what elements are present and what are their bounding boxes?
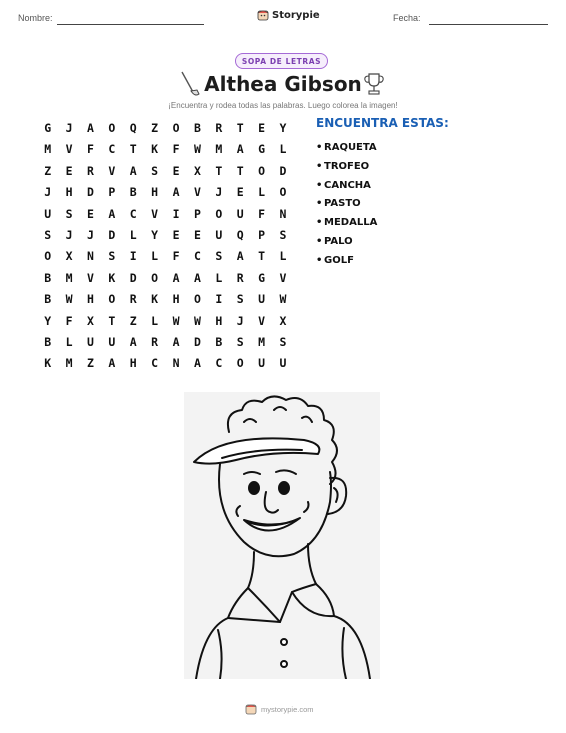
grid-cell: Q [236,227,244,242]
bullet: • [316,198,323,210]
grid-cell: B [215,334,223,349]
grid-cell: X [65,249,73,264]
grid-cell: E [87,206,94,221]
grid-cell: M [44,142,52,157]
grid-cell: U [279,356,287,371]
grid-cell: D [87,185,94,200]
word-list-item [316,177,377,196]
coloring-illustration [184,392,380,679]
grid-cell: W [65,292,73,307]
grid-cell: K [151,142,159,157]
grid-cell: T [236,163,244,178]
grid-row [37,225,297,246]
grid-cell: P [108,185,116,200]
grid-cell: G [258,270,266,285]
word-list-item [316,252,377,271]
grid-cell: S [65,206,73,221]
grid-cell: R [236,270,244,285]
grid-cell: U [44,206,52,221]
grid-cell: V [108,163,116,178]
grid-cell: F [172,142,180,157]
grid-cell: S [108,249,116,264]
word-list-item [316,214,377,233]
grid-cell: J [87,227,94,242]
grid-cell: Q [129,121,137,135]
grid-cell: X [193,163,201,178]
word-text: TROFEO [324,160,370,172]
word-list-title: ENCUENTRA ESTAS: [316,116,449,130]
brand-name: Storypie [272,9,320,21]
grid-cell: A [193,270,201,285]
grid-cell: O [108,292,116,307]
grid-cell: O [236,356,244,371]
grid-cell: N [279,206,287,221]
grid-cell: K [151,292,159,307]
storypie-footer-icon [245,703,257,715]
grid-cell: U [258,356,266,371]
grid-cell: W [279,292,287,307]
grid-row [37,139,297,160]
grid-cell: S [236,292,244,307]
grid-cell: D [279,163,287,178]
grid-cell: A [193,356,201,371]
grid-cell: V [151,206,159,221]
bullet: • [316,254,323,266]
grid-cell: H [172,292,180,307]
grid-cell: Z [44,163,52,178]
grid-row [37,268,297,289]
grid-cell: J [65,121,73,135]
grid-cell: J [236,313,244,328]
grid-cell: C [129,206,137,221]
word-text: RAQUETA [324,142,377,153]
bullet: • [316,217,323,229]
grid-cell: G [44,121,52,135]
grid-cell: H [65,185,73,200]
grid-row [37,118,297,139]
grid-cell: O [172,121,180,135]
grid-cell: V [87,270,94,285]
bullet: • [316,160,323,172]
grid-cell: R [129,292,137,307]
name-line [57,24,204,25]
grid-cell: U [215,227,223,242]
grid-cell: V [65,142,73,157]
grid-row [37,332,297,353]
grid-cell: O [215,206,223,221]
grid-cell: A [236,249,244,264]
brand [257,9,320,21]
name-label: Nombre: [18,13,53,23]
grid-cell: O [258,163,266,178]
grid-cell: W [193,142,201,157]
grid-cell: W [172,313,180,328]
grid-cell: Z [151,121,159,135]
bullet: • [316,235,323,247]
grid-cell: O [44,249,52,264]
grid-cell: V [193,185,201,200]
word-list-item [316,233,377,252]
grid-cell: B [44,334,52,349]
grid-cell: Z [129,313,137,328]
grid-cell: K [44,356,52,371]
grid-row [37,289,297,310]
grid-cell: P [258,227,266,242]
grid-cell: J [44,185,52,200]
grid-cell: F [65,313,73,328]
word-list-item [316,139,377,158]
grid-cell: L [151,249,159,264]
word-list [316,139,377,271]
grid-cell: A [108,356,116,371]
grid-cell: T [108,313,116,328]
grid-cell: T [236,121,244,135]
grid-cell: N [172,356,180,371]
grid-cell: U [87,334,94,349]
grid-cell: S [215,249,223,264]
date-label: Fecha: [393,13,421,23]
grid-cell: D [193,334,201,349]
grid-cell: R [87,163,94,178]
grid-cell: J [65,227,73,242]
grid-cell: C [108,142,116,157]
grid-cell: T [215,163,223,178]
grid-cell: W [193,313,201,328]
word-text: MEDALLA [324,217,378,229]
page-title: Althea Gibson [204,72,362,96]
word-text: CANCHA [324,179,371,191]
grid-cell: A [129,334,137,349]
grid-cell: A [236,142,244,157]
date-line [429,24,548,25]
grid-cell: O [193,292,201,307]
grid-cell: R [151,334,159,349]
grid-cell: F [87,142,94,157]
activity-badge: SOPA DE LETRAS [235,53,328,69]
grid-cell: J [215,185,223,200]
grid-cell: S [236,334,244,349]
storypie-logo-icon [257,9,269,21]
grid-row [37,353,297,374]
grid-cell: C [193,249,201,264]
grid-cell: S [151,163,159,178]
word-search-grid [37,118,297,375]
grid-cell: Y [44,313,52,328]
grid-cell: L [279,249,287,264]
grid-cell: D [108,227,116,242]
grid-cell: X [279,313,287,328]
grid-cell: Y [279,121,287,135]
grid-cell: B [44,292,52,307]
grid-cell: M [65,270,73,285]
grid-cell: L [129,227,137,242]
grid-cell: I [172,206,180,221]
grid-cell: A [172,270,180,285]
grid-cell: U [108,334,116,349]
grid-cell: A [172,185,180,200]
grid-cell: O [151,270,159,285]
grid-cell: E [65,163,73,178]
grid-cell: D [129,270,137,285]
grid-cell: A [108,206,116,221]
grid-cell: I [215,292,223,307]
word-text: PALO [324,235,353,247]
grid-cell: L [65,334,73,349]
grid-cell: N [87,249,94,264]
word-list-item [316,195,377,214]
grid-row [37,311,297,332]
footer-site: mystorypie.com [261,704,314,714]
grid-cell: L [279,142,287,157]
grid-row [37,182,297,203]
grid-row [37,204,297,225]
grid-cell: O [108,121,116,135]
grid-cell: B [44,270,52,285]
grid-cell: G [258,142,266,157]
grid-cell: S [44,227,52,242]
grid-cell: V [258,313,266,328]
grid-cell: H [87,292,94,307]
grid-cell: X [87,313,94,328]
grid-cell: V [279,270,287,285]
grid-cell: P [193,206,201,221]
grid-cell: K [108,270,116,285]
instructions: ¡Encuentra y rodea todas las palabras. Luego colorea la imagen! [168,101,398,110]
grid-cell: C [215,356,223,371]
grid-cell: Y [151,227,159,242]
grid-cell: C [151,356,159,371]
grid-cell: A [172,334,180,349]
grid-cell: Z [87,356,94,371]
grid-cell: S [279,334,287,349]
grid-cell: U [236,206,244,221]
word-text: PASTO [324,198,361,210]
grid-cell: E [172,163,180,178]
grid-cell: E [193,227,201,242]
footer [245,703,314,715]
grid-cell: L [151,313,159,328]
word-list-item [316,158,377,177]
grid-cell: U [258,292,266,307]
grid-row [37,161,297,182]
grid-cell: E [172,227,180,242]
grid-cell: T [258,249,266,264]
grid-cell: E [236,185,244,200]
grid-cell: A [129,163,137,178]
grid-cell: B [193,121,201,135]
trophy-icon [362,71,386,97]
grid-cell: M [258,334,266,349]
grid-cell: M [65,356,73,371]
grid-cell: I [129,249,137,264]
grid-cell: R [215,121,223,135]
grid-cell: H [129,356,137,371]
grid-cell: B [129,185,137,200]
grid-cell: L [258,185,266,200]
grid-cell: M [215,142,223,157]
golfer-line-art [184,392,380,679]
grid-cell: F [258,206,266,221]
grid-row [37,246,297,267]
grid-cell: S [279,227,287,242]
bullet: • [316,142,323,153]
grid-cell: H [215,313,223,328]
word-text: GOLF [324,254,354,266]
grid-cell: H [151,185,159,200]
grid-cell: O [279,185,287,200]
bullet: • [316,179,323,191]
grid-cell: T [129,142,137,157]
grid-cell: E [258,121,266,135]
grid-cell: F [172,249,180,264]
grid-cell: A [87,121,94,135]
grid-cell: L [215,270,223,285]
